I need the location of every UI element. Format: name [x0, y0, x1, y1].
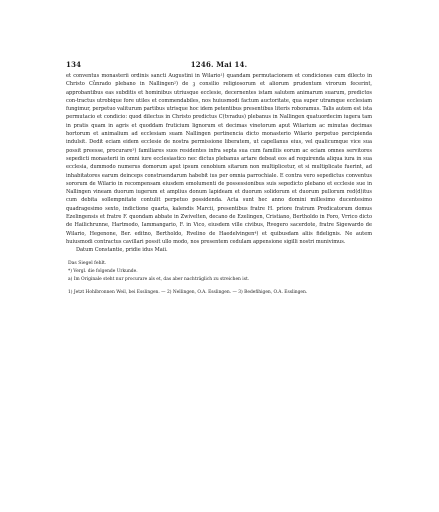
charter-text	[66, 72, 372, 255]
editorial-note: *) Vergl. die folgende Urkunde.	[68, 268, 138, 274]
page-number: 134	[66, 60, 82, 69]
editorial-note: a) Im Originale steht nur procurare als et, das aber nachträglich zu streichen ist.	[68, 276, 250, 282]
seal-note: Das Siegel fehlt.	[68, 260, 107, 266]
charter-paragraph: et conventus monasterii ordinis sancti Augustini in Wilario¹) quandam permutacionem et condiciones cum dilecto in Christo Cůnrado plebano in Nallingen²) de ꝫ consilio religiosorum et aliorum prudentum virorum fecerint, approbantibus eas subditis et hominibus utriusque ecclesie, decernentes istam salutem animarum suarum, predictos con-tractus utrobique fore utiles et commendabiles, nos huiusmodi factum auctoritate, qua super utramque ecclesiam fungimur, perpetuo valiturum partibus utrisque hoc idem petentibus presentibus literis roboramus. Talis autem est ista permutacio et condicio: quod dilectus in Christo predictus C(tvradus) plebanus in Nallingen quatuordecim iugera tam in pratis quam in agris et quoddam fruticium lignorum et decimas vinetorum aput Wilarium ac minutas decimas hortorum et animalium ad ecclesiam suam Nallingen pertinencia dicto monasterio Wilario perpetuo percipienda indulsit. Dedit eciam eidem ecclesie de nostra permissione liberatem, ut capellanus eius, vel qualicumque vice sua possit preesse, procurare³) familiares suos residentes infra septa sua cum familiis eorum ac eciam omnes servitores sepedicti monasterii in omni iure ecclesiastico nec dictus plebanus artare debeat eos ad requirenda aliqua iura in sua ecclesia, dummodo numerus domorum aput ipsum cenobium sitarum non multiplicetur, et si multiplicate fuerint, ad inhabitatores earum deinceps construendarum habebit ius per omnia parrochiale. E contra vero sepedictus conventus sororum de Wilario in recompensam eiusdem emolumenti de possessionibus suis sepedicto plebano et ecclesie sue in Nallingen vineam duorum iugerum et amplius donum lapideam et duorum solidorum et duorum pullorum red(d)itus cum debita sollempnitate contulit perpetuo possidenda. Acta sunt hec anno domini millesimo ducentesimo quadragesimo sexto, indictione quarta, kalendis Marcii, presentibus fratre H. priore fratrum Predicatorum domus Ezelingensis et fratre F. quondam abbate in Zwivelten, decano de Ezelingen, Cristiano, Bertholdo in Foro, Vrrico dicto de Hailichrunne, Hartmodo, Iammangario, F. in Vico, eiusdem ville civibus, Rvegero sacerdote, fratre Sigewardo de Wilario, Hegenone, Ber. editno, Bertholdo, Rvelino de Haedelvingen⁴) et quibusdam aliis fidelignis. Ne autem huiusmodi contractus cavillari possit ullo modo, nos presentem cedulam appensione sigilli nostri munivimus.	[66, 73, 372, 245]
document-page	[66, 60, 372, 296]
running-head	[66, 60, 372, 72]
place-footnotes: 1) Jetzt Hohlbronnen Weil, bei Esslingen. — 2) Nellingen, O.A. Esslingen. — 3) Bedefihigen, O.A. Esslingen.	[68, 289, 308, 295]
running-head-date: 1246. Mai 14.	[190, 60, 248, 69]
editorial-notes	[66, 268, 372, 284]
dating-clause: Datum Constantie, pridie idus Maii.	[76, 247, 168, 254]
